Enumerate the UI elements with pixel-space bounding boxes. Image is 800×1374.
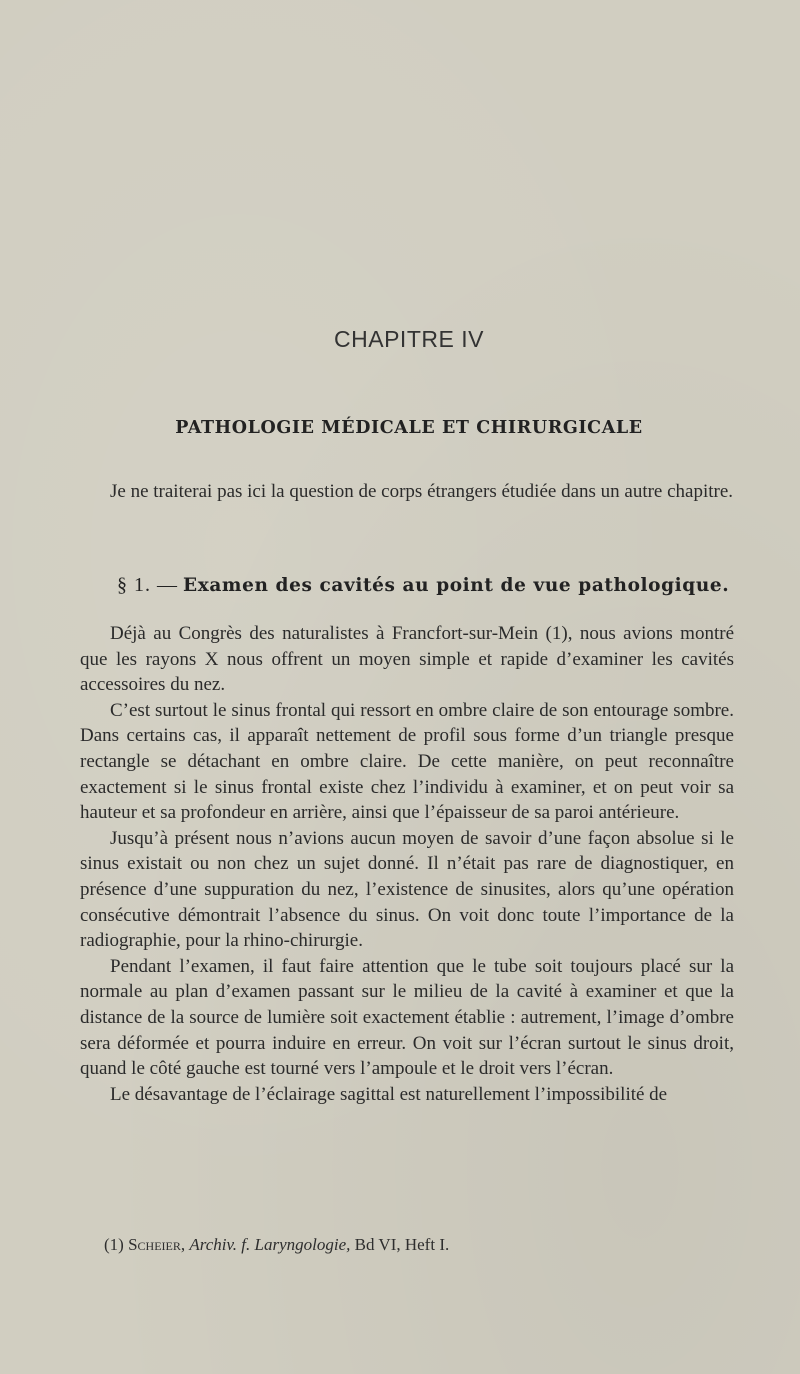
footnote-reference: Bd VI, Heft I.	[354, 1235, 450, 1254]
body-paragraph: Le désavantage de l’éclairage sagittal est naturellement l’impossibilité de	[110, 1083, 668, 1105]
footnote-author: Scheier,	[128, 1235, 186, 1254]
footnote-number: (1)	[104, 1235, 124, 1254]
intro-paragraph: Je ne traiterai pas ici la question de corps étrangers étudiée dans un autre chapitre.	[110, 481, 734, 502]
section-heading	[117, 574, 737, 597]
chapter-subtitle: PATHOLOGIE MÉDICALE ET CHIRURGICALE	[175, 418, 643, 438]
section-title: Examen des cavités au point de vue pathologique.	[183, 575, 730, 596]
body-paragraph: Déjà au Congrès des naturalistes à Francfort-sur-Mein (1), nous avions montré que les rayons X nous offrent un moyen simple et rapide d’examiner les cavités accessoires du nez.	[80, 623, 734, 696]
body-paragraph: Pendant l’examen, il faut faire attention que le tube soit toujours placé sur la normale au plan d’examen passant sur le milieu de la cavité à examiner et que la distance de la source de lumière soit exactement établie : autrement, l’image d’ombre sera déformée et pourra induire en erreur. On voit sur l’écran surtout le sinus droit, quand le côté gauche est tourné vers l’ampoule et le droit vers l’écran.	[80, 955, 734, 1080]
footnote	[104, 1235, 449, 1255]
footnote-journal: Archiv. f. Laryngologie,	[189, 1235, 351, 1254]
intro-text	[80, 479, 734, 505]
body-text	[80, 621, 734, 1107]
section-number: § 1. —	[117, 574, 178, 596]
body-paragraph: Jusqu’à présent nous n’avions aucun moyen de savoir d’une façon absolue si le sinus existait ou non chez un sujet donné. Il n’était pas rare de diagnostiquer, en présence d’une suppuration du nez, l’existence de sinusites, alors qu’une opération consécutive démontrait l’absence du sinus. On voit donc toute l’importance de la radiographie, pour la rhino-chirurgie.	[80, 827, 734, 952]
body-paragraph: C’est surtout le sinus frontal qui ressort en ombre claire de son entourage sombre. Dans certains cas, il apparaît nettement de profil sous forme d’un triangle presque rectangle se détachant en ombre claire. De cette manière, on peut reconnaître exactement si le sinus frontal existe chez l’individu à examiner, et on peut voir sa hauteur et sa profondeur en arrière, ainsi que l’épaisseur de sa paroi antérieure.	[80, 699, 734, 824]
chapter-title: CHAPITRE IV	[334, 326, 484, 352]
